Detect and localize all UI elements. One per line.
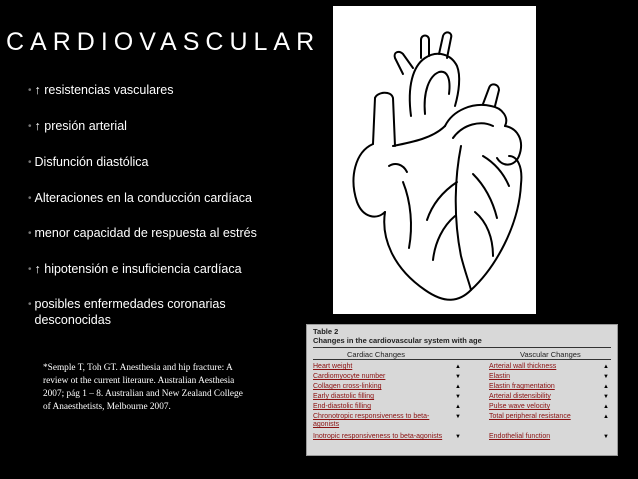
table-cell-cardiac: End-diastolic filling xyxy=(313,403,371,410)
table-cell-vascular: Total peripheral resistance xyxy=(489,413,571,420)
cardiac-column-header: Cardiac Changes xyxy=(347,350,405,359)
table-cell-cardiac: Heart weight xyxy=(313,363,353,370)
direction-arrow-icon: ▲ xyxy=(455,384,461,390)
table-cell-cardiac: Early diastolic filling xyxy=(313,393,375,400)
direction-arrow-icon: ▼ xyxy=(603,434,609,440)
bullet-dot-icon: • xyxy=(28,299,32,310)
table-cell-vascular: Pulse wave velocity xyxy=(489,403,551,410)
table-cell-vascular: Arterial wall thickness xyxy=(489,363,557,370)
reference-note: *Semple T, Toh GT. Anesthesia and hip fracture: A review ot the current literaure. Australian Aesthesia 2007; pág 1 – 8. Australian and New Zealand College of Anaesthetists, Melbourne 2007. xyxy=(43,363,243,412)
bullet-dot-icon: • xyxy=(28,157,32,168)
direction-arrow-icon: ▼ xyxy=(603,394,609,400)
bullet-text: Disfunción diastólica xyxy=(34,155,149,169)
direction-arrow-icon: ▼ xyxy=(455,414,461,420)
table-divider xyxy=(313,347,611,348)
bullet-item xyxy=(28,154,148,172)
bullet-text: ↑ hipotensión e insuficiencia cardíaca xyxy=(34,262,242,276)
table-cell-vascular: Elastin fragmentation xyxy=(489,383,555,390)
bullet-text: menor capacidad de respuesta al estrés xyxy=(34,226,257,240)
bullet-text: ↑ resistencias vasculares xyxy=(34,83,174,97)
heart-illustration xyxy=(333,6,536,314)
bullet-text: posibles enfermedades coronarias desconocidas xyxy=(34,297,226,327)
direction-arrow-icon: ▲ xyxy=(603,414,609,420)
table-cell-vascular: Arterial distensibility xyxy=(489,393,551,400)
table-cell-vascular: Elastin xyxy=(489,373,511,380)
direction-arrow-icon: ▼ xyxy=(455,374,461,380)
direction-arrow-icon: ▼ xyxy=(603,374,609,380)
direction-arrow-icon: ▼ xyxy=(455,394,461,400)
table-title: Changes in the cardiovascular system with age xyxy=(313,336,482,345)
direction-arrow-icon: ▲ xyxy=(603,404,609,410)
slide-title: CARDIOVASCULAR xyxy=(6,28,321,56)
bullet-item xyxy=(28,82,173,100)
bullet-dot-icon: • xyxy=(28,193,32,204)
bullet-item xyxy=(28,190,252,208)
table-cell-cardiac: Inotropic responsiveness to beta-agonists xyxy=(313,433,443,440)
heart-drawing-icon xyxy=(333,6,536,314)
table-cell-cardiac: Chronotropic responsiveness to beta-agonists xyxy=(313,413,430,428)
bullet-item xyxy=(28,118,127,136)
bullet-dot-icon: • xyxy=(28,85,32,96)
bullet-item xyxy=(28,296,265,328)
table-label: Table 2 xyxy=(313,327,339,336)
bullet-item xyxy=(28,261,242,279)
direction-arrow-icon: ▲ xyxy=(455,364,461,370)
table-cell-cardiac: Collagen cross-linking xyxy=(313,383,382,390)
direction-arrow-icon: ▲ xyxy=(603,364,609,370)
bullet-text: ↑ presión arterial xyxy=(34,119,127,133)
bullet-dot-icon: • xyxy=(28,121,32,132)
cardiovascular-changes-table xyxy=(306,324,618,456)
direction-arrow-icon: ▲ xyxy=(603,384,609,390)
bullet-dot-icon: • xyxy=(28,228,32,239)
bullet-item xyxy=(28,225,257,243)
table-cell-cardiac: Cardiomyocyte number xyxy=(313,373,386,380)
table-cell-vascular: Endothelial function xyxy=(489,433,551,440)
direction-arrow-icon: ▲ xyxy=(455,404,461,410)
direction-arrow-icon: ▼ xyxy=(455,434,461,440)
bullet-text: Alteraciones en la conducción cardíaca xyxy=(34,191,253,205)
bullet-dot-icon: • xyxy=(28,264,32,275)
vascular-column-header: Vascular Changes xyxy=(520,350,581,359)
table-divider xyxy=(313,359,611,360)
